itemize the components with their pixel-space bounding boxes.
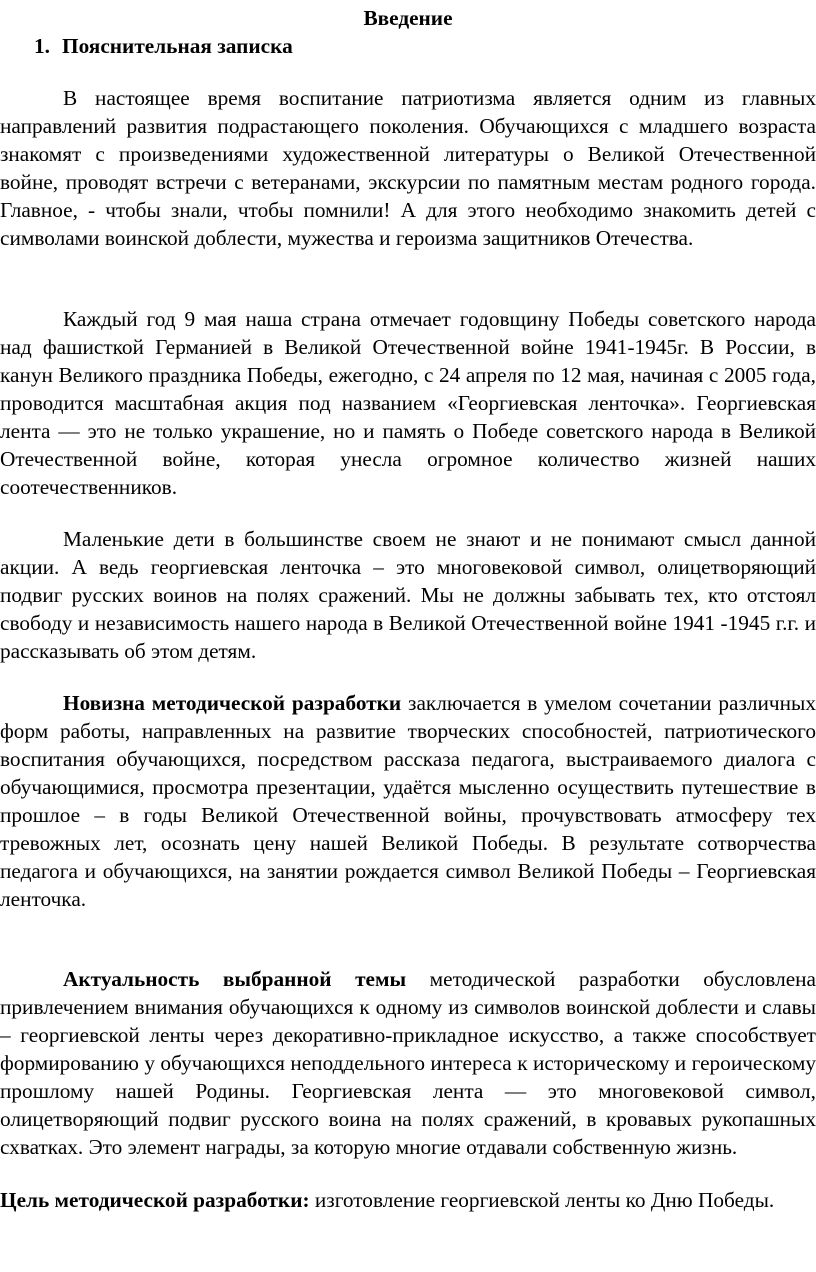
paragraph-goal	[0, 1186, 816, 1214]
relevance-text: методической разработки обусловлена привлечением внимания обучающихся к одному из символов воинской доблести и славы – георгиевской ленты через декоративно-прикладное искусство, а также способствует формированию у обучающихся неподдельного интереса к историческому и героическому прошлому нашей Родины. Георгиевская лента — это многовековой символ, олицетворяющий подвиг русского воина на полях сражений, в кровавых рукопашных схватках. Это элемент награды, за которую многие отдавали собственную жизнь.	[0, 967, 816, 1159]
goal-label: Цель методической разработки:	[0, 1188, 310, 1212]
section-number: 1.	[34, 34, 50, 58]
relevance-label: Актуальность выбранной темы	[63, 967, 407, 991]
goal-text: изготовление георгиевской ленты ко Дню Победы.	[309, 1188, 775, 1212]
paragraph-intro: В настоящее время воспитание патриотизма является одним из главных направлений развития подрастающего поколения. Обучающихся с младшего возраста знакомят с произведениями художественной литературы о Великой Отечественной войне, проводят встречи с ветеранами, экскурсии по памятным местам родного города. Главное, - чтобы знали, чтобы помнили! А для этого необходимо знакомить детей с символами воинской доблести, мужества и героизма защитников Отечества.	[0, 86, 816, 250]
novelty-label: Новизна методической разработки	[63, 691, 402, 715]
novelty-text: заключается в умелом сочетании различных форм работы, направленных на развитие творческих способностей, патриотического воспитания обучающихся, посредством рассказа педагога, выстраиваемого диалога с обучающимися, просмотра презентации, удаётся мысленно осуществить путешествие в прошлое – в годы Великой Отечественной войны, прочувствовать атмосферу тех тревожных лет, осознать цену нашей Великой Победы. В результате сотворчества педагога и обучающихся, на занятии рождается символ Великой Победы – Георгиевская ленточка.	[0, 691, 816, 911]
paragraph-victory-day: Каждый год 9 мая наша страна отмечает годовщину Победы советского народа над фашисткой Германией в Великой Отечественной войне 1941-1945г. В России, в канун Великого праздника Победы, ежегодно, с 24 апреля по 12 мая, начиная с 2005 года, проводится масштабная акция под названием «Георгиевская ленточка». Георгиевская лента — это не только украшение, но и память о Победе советского народа в Великой Отечественной войне, которая унесла огромное количество жизней наших соотечественников.	[0, 307, 816, 499]
paragraph-children: Маленькие дети в большинстве своем не знают и не понимают смысл данной акции. А ведь георгиевская ленточка – это многовековой символ, олицетворяющий подвиг русских воинов на полях сражений. Мы не должны забывать тех, кто отстоял свободу и независимость нашего народа в Великой Отечественной войне 1941 -1945 г.г. и рассказывать об этом детям.	[0, 527, 816, 663]
section-heading	[34, 32, 293, 60]
paragraph-relevance	[0, 965, 816, 1161]
section-heading-text: Пояснительная записка	[62, 34, 293, 58]
paragraph-novelty	[0, 689, 816, 913]
page-title: Введение	[363, 6, 453, 30]
